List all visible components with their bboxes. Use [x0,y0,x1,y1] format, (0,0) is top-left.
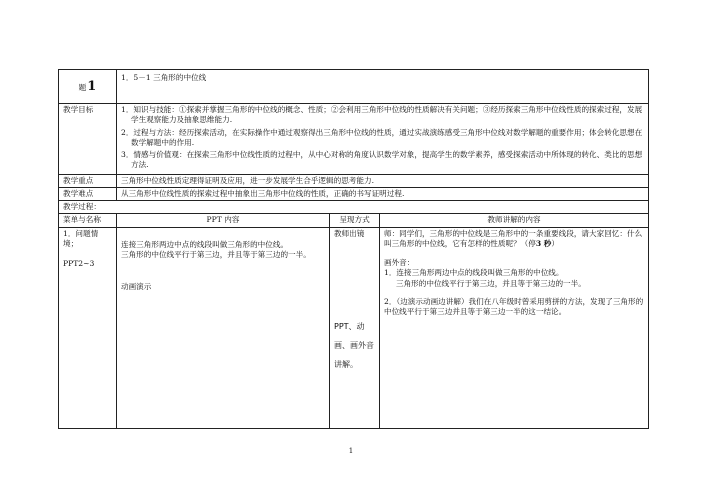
teacher-cell [380,227,649,428]
key-points-label: 教学重点 [59,174,117,187]
key-points-text: 三角形中位线性质定理得证明及应用，进一步发展学生合乎逻辑的思考能力. [117,174,649,187]
voiceover-label: 画外音： [384,258,415,267]
goals-content [117,104,649,175]
col-header-method: 呈现方式 [330,214,380,227]
voiceover-line-1: 1．连接三角形两边中点的线段叫做三角形的中位线。 [384,268,564,278]
method-cell [330,227,380,428]
menu-slides: PPT2~3 [63,259,95,268]
key-points-row [59,174,649,187]
page-number: 1 [348,447,354,455]
goal-item-1: 1．知识与技能：①探索并掌握三角形的中位线的概念、性质；②会利用三角形中位线的性质解决有关问题；③经历探索三角形中位线性质的探索过程，发展学生观察能力及抽象思维能力. [121,105,643,125]
method-top: 教师出镜 [334,228,365,238]
teacher-intro [384,229,644,250]
difficulties-label: 教学难点 [59,187,117,200]
teacher-pause: 3 秒 [535,238,552,248]
topic-label-number: 1 [87,78,97,94]
topic-label-prefix: 题 [78,82,87,92]
voiceover-line-2: 三角形的中位线平行于第三边，并且等于第三边的一半。 [396,278,586,288]
goals-row [59,104,649,175]
ppt-line-1: 连接三角形两边中点的线段叫做三角形的中位线。 [121,239,289,249]
topic-title: 1．5－1 三角形的中位线 [117,70,649,104]
menu-name: 1．问题情境； [63,228,99,248]
method-bottom: PPT、动画、画外音讲解。 [334,321,374,370]
teacher-intro-text: 师：同学们，三角形的中位线是三角形中的一条重要线段，请大家回忆：什么叫三角形的中位线，它有怎样的性质呢？（停 [384,228,643,248]
goals-label: 教学目标 [59,104,117,175]
process-row [59,201,649,214]
col-header-menu: 菜单与名称 [59,214,117,227]
topic-label-cell [59,70,117,104]
col-header-ppt: PPT 内容 [117,214,330,227]
ppt-line-2: 三角形的中位线平行于第三边，并且等于第三边的一半。 [121,249,311,259]
col-header-teacher: 教师讲解的内容 [380,214,649,227]
ppt-cell [117,227,330,428]
lesson-step-row [59,227,649,428]
column-header-row [59,214,649,227]
ppt-note: 动画演示 [121,282,152,291]
goal-item-3: 3．情感与价值观：在探索三角形中位线性质的过程中，从中心对称的角度认识数学对象，提高学生的数学素养，感受探索活动中所体现的转化、类比的思想方法. [121,150,643,170]
lesson-plan-table [58,69,649,429]
process-label: 教学过程： [59,201,649,214]
difficulties-text: 从三角形中位线性质的探索过程中抽象出三角形中位线的性质，正确的书写证明过程. [117,187,649,200]
voiceover-line-3: 2．（边演示动画边讲解）我们在八年级时曾采用剪拼的方法，发现了三角形的中位线平行于第三边并且等于第三边一半的这一结论。 [384,296,644,316]
difficulties-row [59,187,649,200]
teacher-intro-end: ） [551,238,559,248]
goal-item-2: 2．过程与方法：经历探索活动，在实际操作中通过观察得出三角形中位线的性质，通过实战演练感受三角形中位线对数学解题的重要作用；体会转化思想在数学解题中的作用. [121,127,643,147]
menu-cell [59,227,117,428]
topic-row [59,70,649,104]
